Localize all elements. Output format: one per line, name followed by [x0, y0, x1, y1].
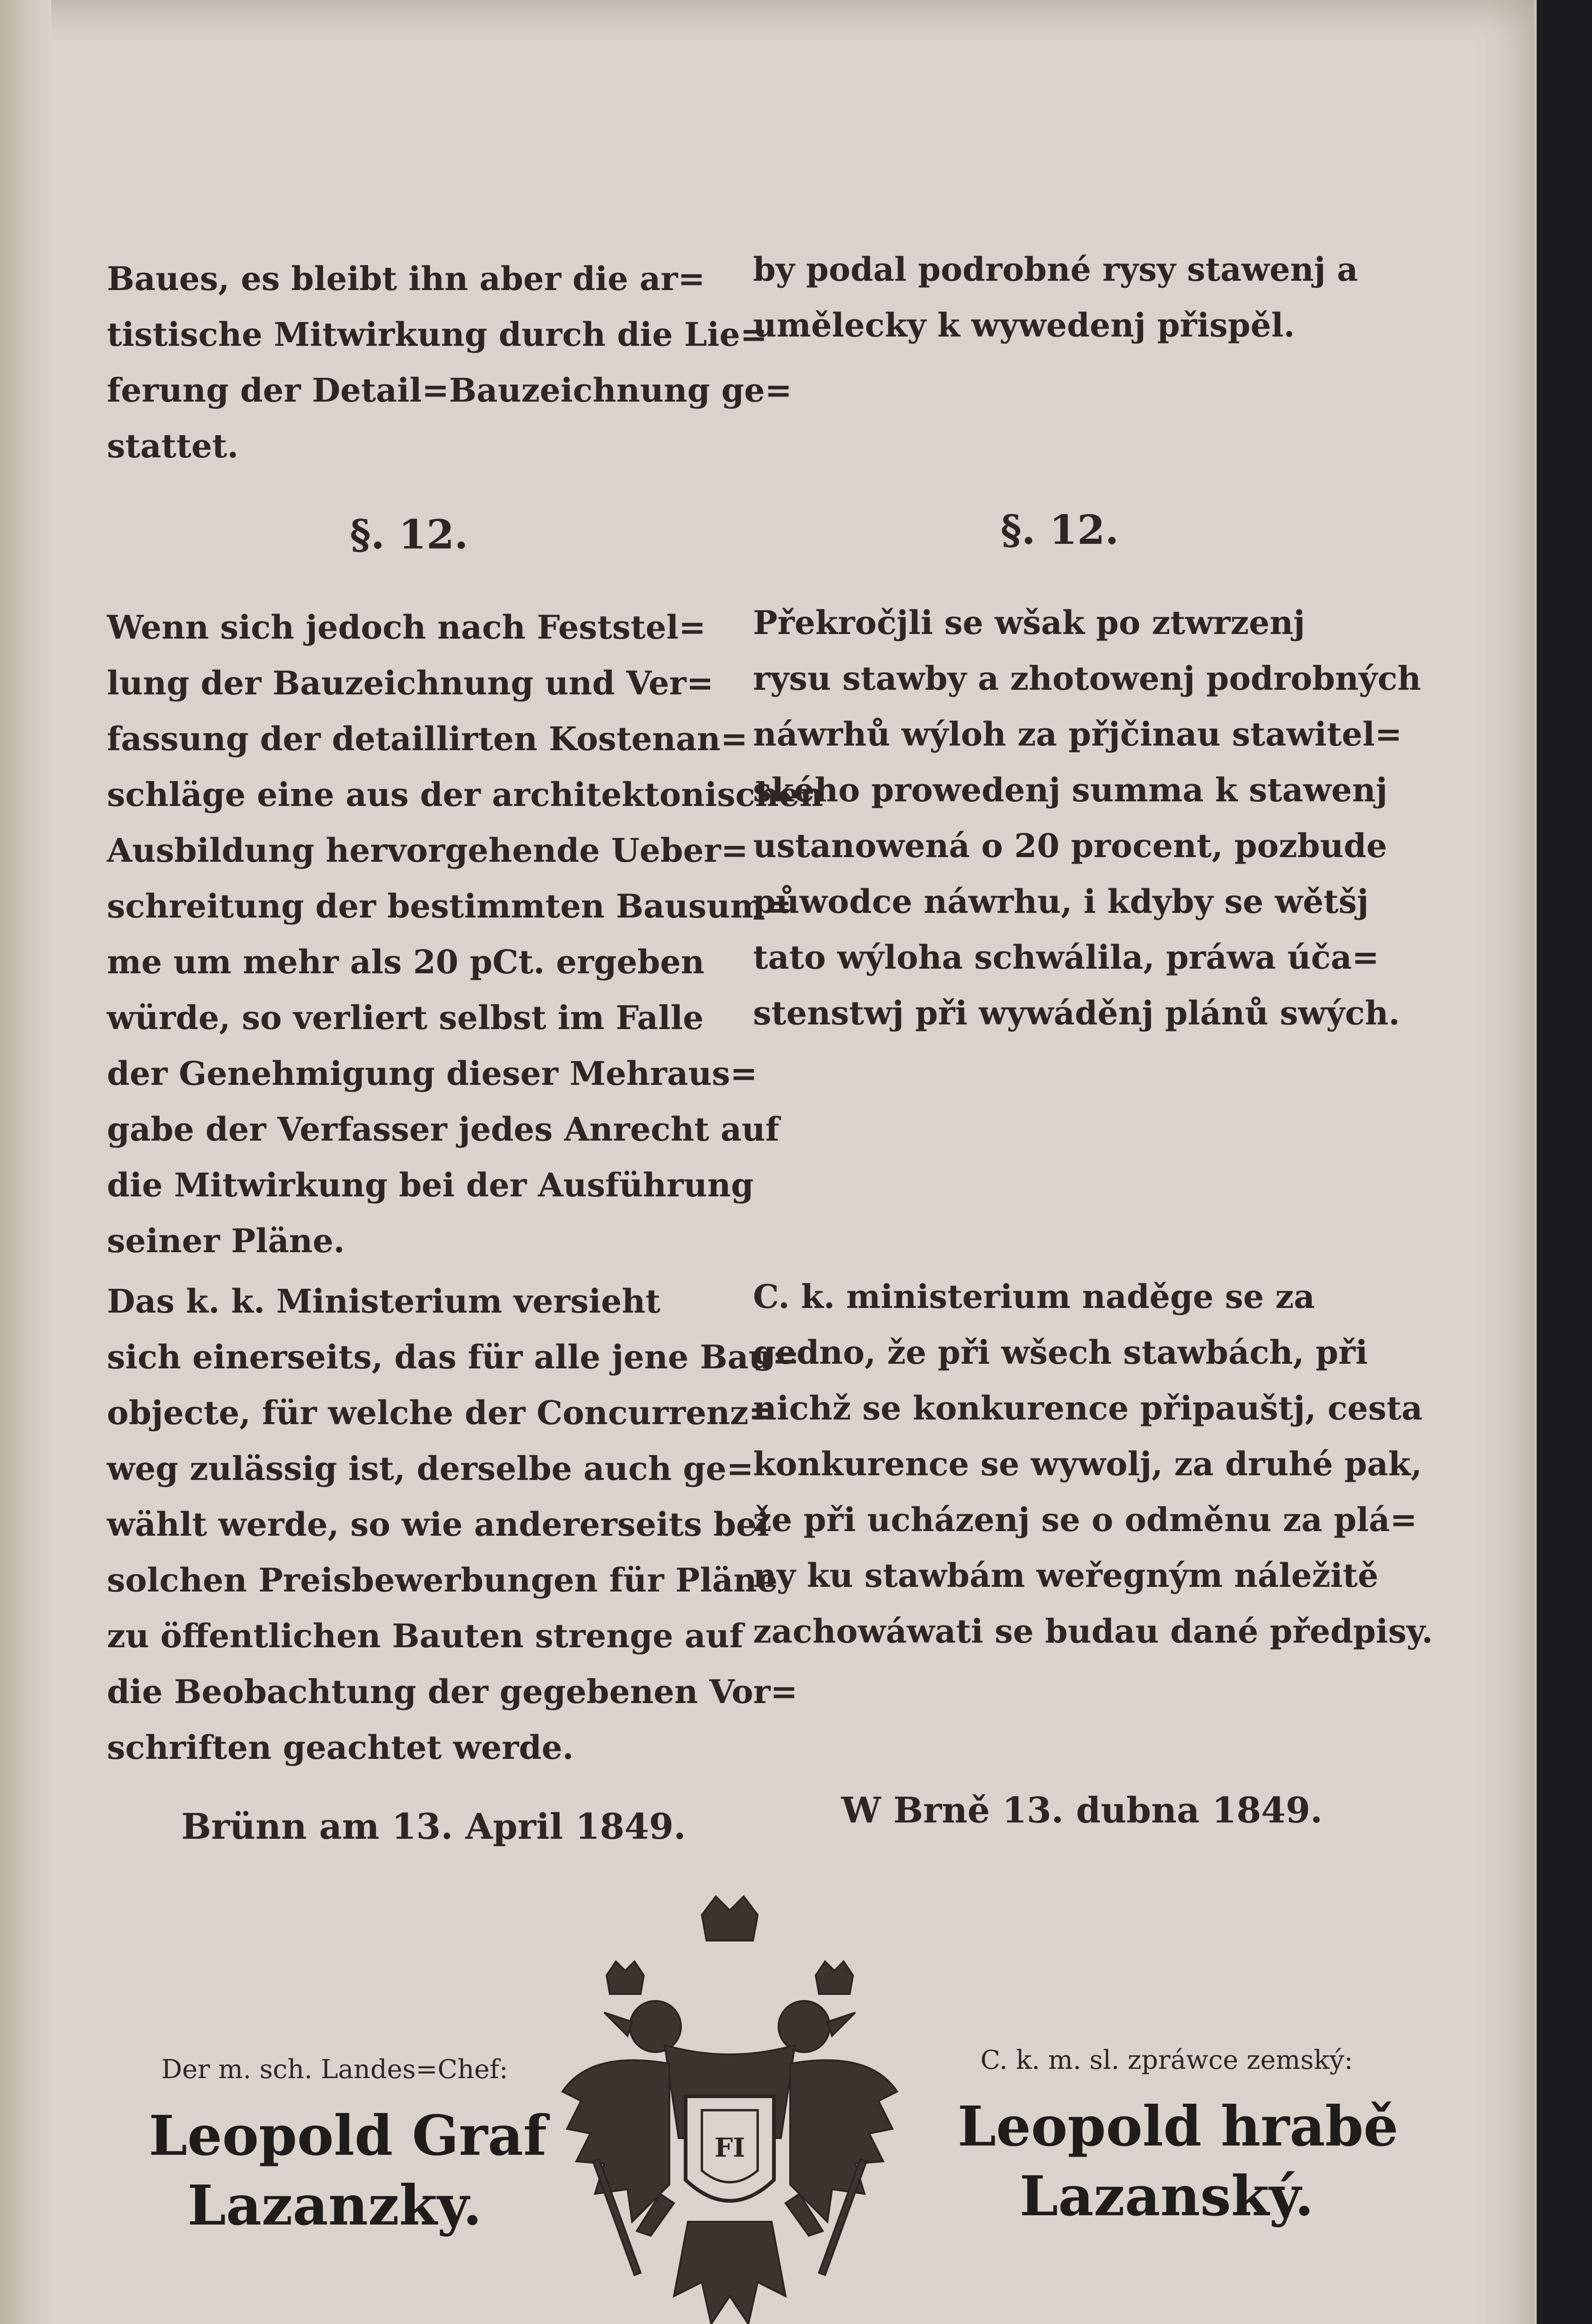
text-line: Překročjli se wšak po ztwrzenj — [753, 603, 1305, 642]
shield-monogram: FI — [714, 2133, 745, 2163]
german-ministry-paragraph — [107, 1274, 799, 1776]
text-line: Das k. k. Ministerium versieht — [107, 1282, 661, 1320]
text-line: půwodce náwrhu, i kdyby se wětšj — [753, 882, 1369, 921]
text-line: rysu stawby a zhotowenj podrobných — [753, 659, 1421, 698]
text-line: solchen Preisbewerbungen für Pläne — [107, 1561, 778, 1599]
text-line: Wenn sich jedoch nach Feststel= — [107, 608, 706, 647]
czech-signer-name-line1: Leopold hrabě — [958, 2094, 1399, 2159]
text-line: fassung der detaillirten Kostenan= — [107, 720, 748, 758]
german-intro — [107, 251, 793, 474]
text-line: schriften geachtet werde. — [107, 1728, 574, 1767]
text-line: schläge eine aus der architektonischen — [107, 775, 823, 814]
text-line: by podal podrobné rysy stawenj a — [753, 250, 1358, 289]
text-line: schreitung der bestimmten Bausum= — [107, 887, 792, 925]
text-line: náwrhů wýloh za přjčinau stawitel= — [753, 715, 1402, 753]
text-line: ferung der Detail=Bauzeichnung ge= — [107, 371, 793, 409]
text-line: C. k. ministerium naděge se za — [753, 1277, 1315, 1316]
text-line: nichž se konkurence připauštj, cesta — [753, 1389, 1423, 1427]
text-line: weg zulässig ist, derselbe auch ge= — [107, 1449, 754, 1488]
czech-signer-title: C. k. m. sl. zpráwce zemský: — [980, 2045, 1353, 2075]
text-line: tistische Mitwirkung durch die Lie= — [107, 315, 767, 354]
text-line: gedno, že při wšech stawbách, při — [753, 1333, 1368, 1372]
text-line: wählt werde, so wie andererseits bei — [107, 1505, 769, 1544]
german-signer-name-line2: Lazanzky. — [187, 2173, 482, 2238]
text-line: tato wýloha schwálila, práwa úča= — [753, 938, 1380, 977]
text-line: ustanowená o 20 procent, pozbude — [753, 826, 1387, 865]
german-section-heading: §. 12. — [350, 511, 469, 558]
text-line: gabe der Verfasser jedes Anrecht auf — [107, 1110, 779, 1149]
german-signer-name-line1: Leopold Graf — [149, 2103, 547, 2168]
text-line: zu öffentlichen Bauten strenge auf — [107, 1617, 744, 1655]
czech-signer-name-line2: Lazanský. — [1019, 2164, 1314, 2228]
text-line: ny ku stawbám weřegným náležitě — [753, 1556, 1379, 1595]
text-line: že při ucházenj se o odměnu za plá= — [753, 1500, 1417, 1539]
text-line: die Beobachtung der gegebenen Vor= — [107, 1672, 798, 1711]
text-line: Baues, es bleibt ihn aber die ar= — [107, 259, 705, 298]
text-line: ského prowedenj summa k stawenj — [753, 771, 1387, 809]
czech-section-heading: §. 12. — [1000, 507, 1119, 554]
text-line: konkurence se wywolj, za druhé pak, — [753, 1445, 1422, 1483]
german-section-text — [107, 600, 823, 1269]
czech-ministry-paragraph — [753, 1269, 1433, 1659]
text-line: würde, so verliert selbst im Falle — [107, 998, 704, 1037]
text-line: me um mehr als 20 pCt. ergeben — [107, 943, 705, 981]
text-line: stattet. — [107, 427, 239, 465]
text-line: objecte, für welche der Concurrenz= — [107, 1393, 776, 1432]
text-line: stenstwj při wywáděnj plánů swých. — [753, 994, 1400, 1032]
czech-section-text — [753, 595, 1421, 1041]
czech-intro — [753, 242, 1371, 353]
page-fold-shadow — [0, 0, 51, 2324]
czech-date: W Brně 13. dubna 1849. — [841, 1789, 1323, 1831]
text-line: der Genehmigung dieser Mehraus= — [107, 1054, 758, 1093]
german-signer-title: Der m. sch. Landes=Chef: — [161, 2054, 509, 2085]
double-headed-eagle-coat-of-arms-icon — [562, 1896, 897, 2324]
text-line: sich einerseits, das für alle jene Bau= — [107, 1338, 799, 1376]
text-line: Ausbildung hervorgehende Ueber= — [107, 831, 748, 870]
german-date: Brünn am 13. April 1849. — [181, 1806, 686, 1847]
text-line: die Mitwirkung bei der Ausführung — [107, 1166, 754, 1204]
text-line: zachowáwati se budau dané předpisy. — [753, 1612, 1433, 1651]
text-line: seiner Pläne. — [107, 1221, 345, 1260]
text-line: lung der Bauzeichnung und Ver= — [107, 664, 714, 702]
text-line: umělecky k wywedenj přispěl. — [753, 306, 1295, 344]
